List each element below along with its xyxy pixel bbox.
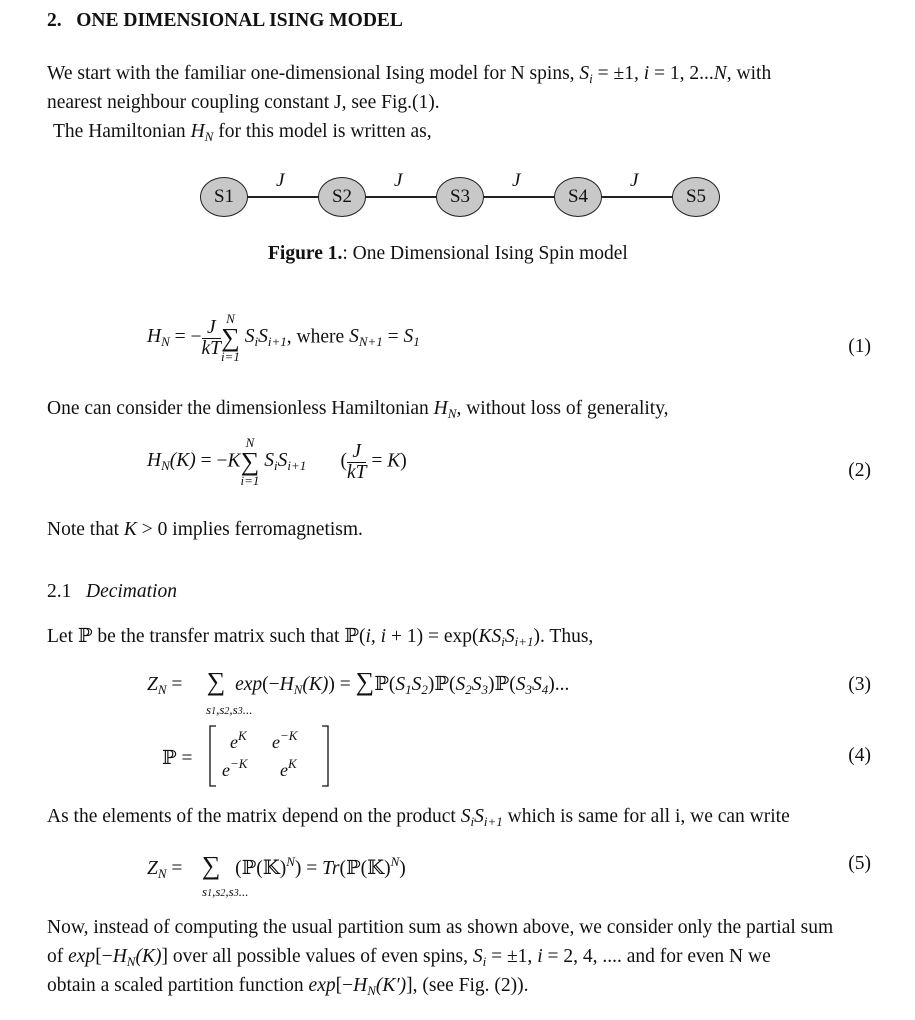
equation-5: $Z_N$ = ∑ (ℙ(𝕂)$^N$) = Tr(ℙ(𝕂)$^N$) bbox=[147, 851, 406, 881]
transfer-matrix: $e^K$ $e^{-K}$ $e^{-K}$ $e^K$ bbox=[208, 724, 330, 788]
intro-hamiltonian-text: The Hamiltonian bbox=[53, 121, 186, 142]
eq1-where: where bbox=[296, 326, 345, 348]
subsection-title: Decimation bbox=[86, 581, 177, 602]
equation-number: (4) bbox=[848, 745, 871, 766]
section-heading bbox=[47, 10, 403, 32]
final-text-b: over all possible values of even spins, bbox=[172, 946, 468, 967]
para-dimless-text: One can consider the dimensionless Hamiltonian bbox=[47, 398, 429, 419]
intro-line-1: We start with the familiar one-dimensional Ising model for N spins, $S_i = \pm 1$, i = 1, 2...N, with bbox=[47, 63, 772, 86]
equation-number: (5) bbox=[848, 853, 871, 874]
para-elements-text-b: which is same for all i, we can write bbox=[507, 806, 790, 827]
bond-label: J bbox=[512, 170, 521, 191]
equation-number: (1) bbox=[848, 336, 871, 357]
equation-1: $H_N$ = − $\frac{J}{kT}$ N ∑ i=1 $S_iS_{i+1}$, where $S_{N+1} = S_1$ bbox=[147, 311, 420, 364]
final-text-see-fig: , (see Fig. (2)). bbox=[412, 975, 529, 996]
eq5-sum-limits: s1,s2,s3... bbox=[202, 884, 249, 899]
subsection-number: 2.1 bbox=[47, 581, 72, 602]
subsection-heading bbox=[47, 578, 177, 606]
equation-4-lhs: ℙ = bbox=[162, 746, 193, 769]
intro-text-with: with bbox=[736, 63, 772, 84]
bond-label: J bbox=[276, 170, 285, 191]
equation-3: $Z_N$ = ∑ $\exp(-H_N(K))$ = $\sum ℙ(S_1S_2)ℙ(S_2S_3)ℙ(S_3S_4)$... bbox=[147, 667, 570, 697]
spin-node: S5 bbox=[672, 177, 720, 217]
caption-text: : One Dimensional Ising Spin model bbox=[342, 243, 628, 264]
intro-line-2: nearest neighbour coupling constant J, see Fig.(1). bbox=[47, 92, 440, 113]
equation-2: $H_N(K) = -K$ N ∑ i=1 $S_iS_{i+1}$ ( $\frac{J}{kT}$ = K) bbox=[147, 435, 407, 488]
equation-number: (3) bbox=[848, 674, 871, 695]
note-text: Note that bbox=[47, 519, 120, 540]
spin-node: S1 bbox=[200, 177, 248, 217]
equation-number: (2) bbox=[848, 460, 871, 481]
bond-label: J bbox=[630, 170, 639, 191]
bond-line bbox=[599, 196, 673, 198]
figure-1-caption bbox=[268, 240, 628, 268]
intro-hamiltonian-text-b: for this model is written as, bbox=[218, 121, 432, 142]
bond-label: J bbox=[394, 170, 403, 191]
caption-label: Figure 1. bbox=[268, 243, 343, 264]
para-matrix-elements: As the elements of the matrix depend on the product $S_iS_{i+1}$ which is same for all i, we can write bbox=[47, 806, 790, 829]
final-text-c: and for even N we bbox=[626, 946, 771, 967]
intro-text: We start with the familiar one-dimensional Ising model for N spins, bbox=[47, 63, 575, 84]
bond-line bbox=[363, 196, 437, 198]
section-title: ONE DIMENSIONAL ISING MODEL bbox=[76, 10, 403, 31]
section-number: 2. bbox=[47, 10, 62, 31]
note-ferromagnetism: Note that K > 0 implies ferromagnetism. bbox=[47, 519, 363, 540]
final-line-1: Now, instead of computing the usual partition sum as shown above, we consider only the partial sum bbox=[47, 917, 834, 938]
bond-line bbox=[245, 196, 319, 198]
note-text-b: implies ferromagnetism. bbox=[172, 519, 363, 540]
para-dimensionless: One can consider the dimensionless Hamiltonian $H_N$, without loss of generality, bbox=[47, 398, 669, 421]
final-line-2: of $\exp[-H_N(K)]$ over all possible values of even spins, $S_i = \pm 1$, i = 2, 4, .... and for even N we bbox=[47, 946, 771, 969]
final-text-of: of bbox=[47, 946, 64, 967]
spin-node: S3 bbox=[436, 177, 484, 217]
spin-node: S2 bbox=[318, 177, 366, 217]
final-text-scaled: obtain a scaled partition function bbox=[47, 975, 304, 996]
transfer-text-b: be the transfer matrix such that bbox=[97, 626, 340, 647]
spin-node: S4 bbox=[554, 177, 602, 217]
intro-line-3: The Hamiltonian $H_N$ for this model is written as, bbox=[53, 121, 432, 144]
bond-line bbox=[481, 196, 555, 198]
eq3-sum-limits: s1,s2,s3... bbox=[206, 702, 253, 717]
transfer-matrix-sentence: Let ℙ be the transfer matrix such that ℙ(i, $i + 1) = \exp(KS_iS_{i+1})$. Thus, bbox=[47, 624, 594, 649]
para-elements-text: As the elements of the matrix depend on the product bbox=[47, 806, 456, 827]
para-dimless-text-b: , without loss of generality, bbox=[456, 398, 669, 419]
transfer-text: Let bbox=[47, 626, 73, 647]
transfer-text-c: . Thus, bbox=[540, 626, 594, 647]
final-line-3: obtain a scaled partition function $\exp[-H_N(K')]$, (see Fig. (2)). bbox=[47, 975, 529, 998]
